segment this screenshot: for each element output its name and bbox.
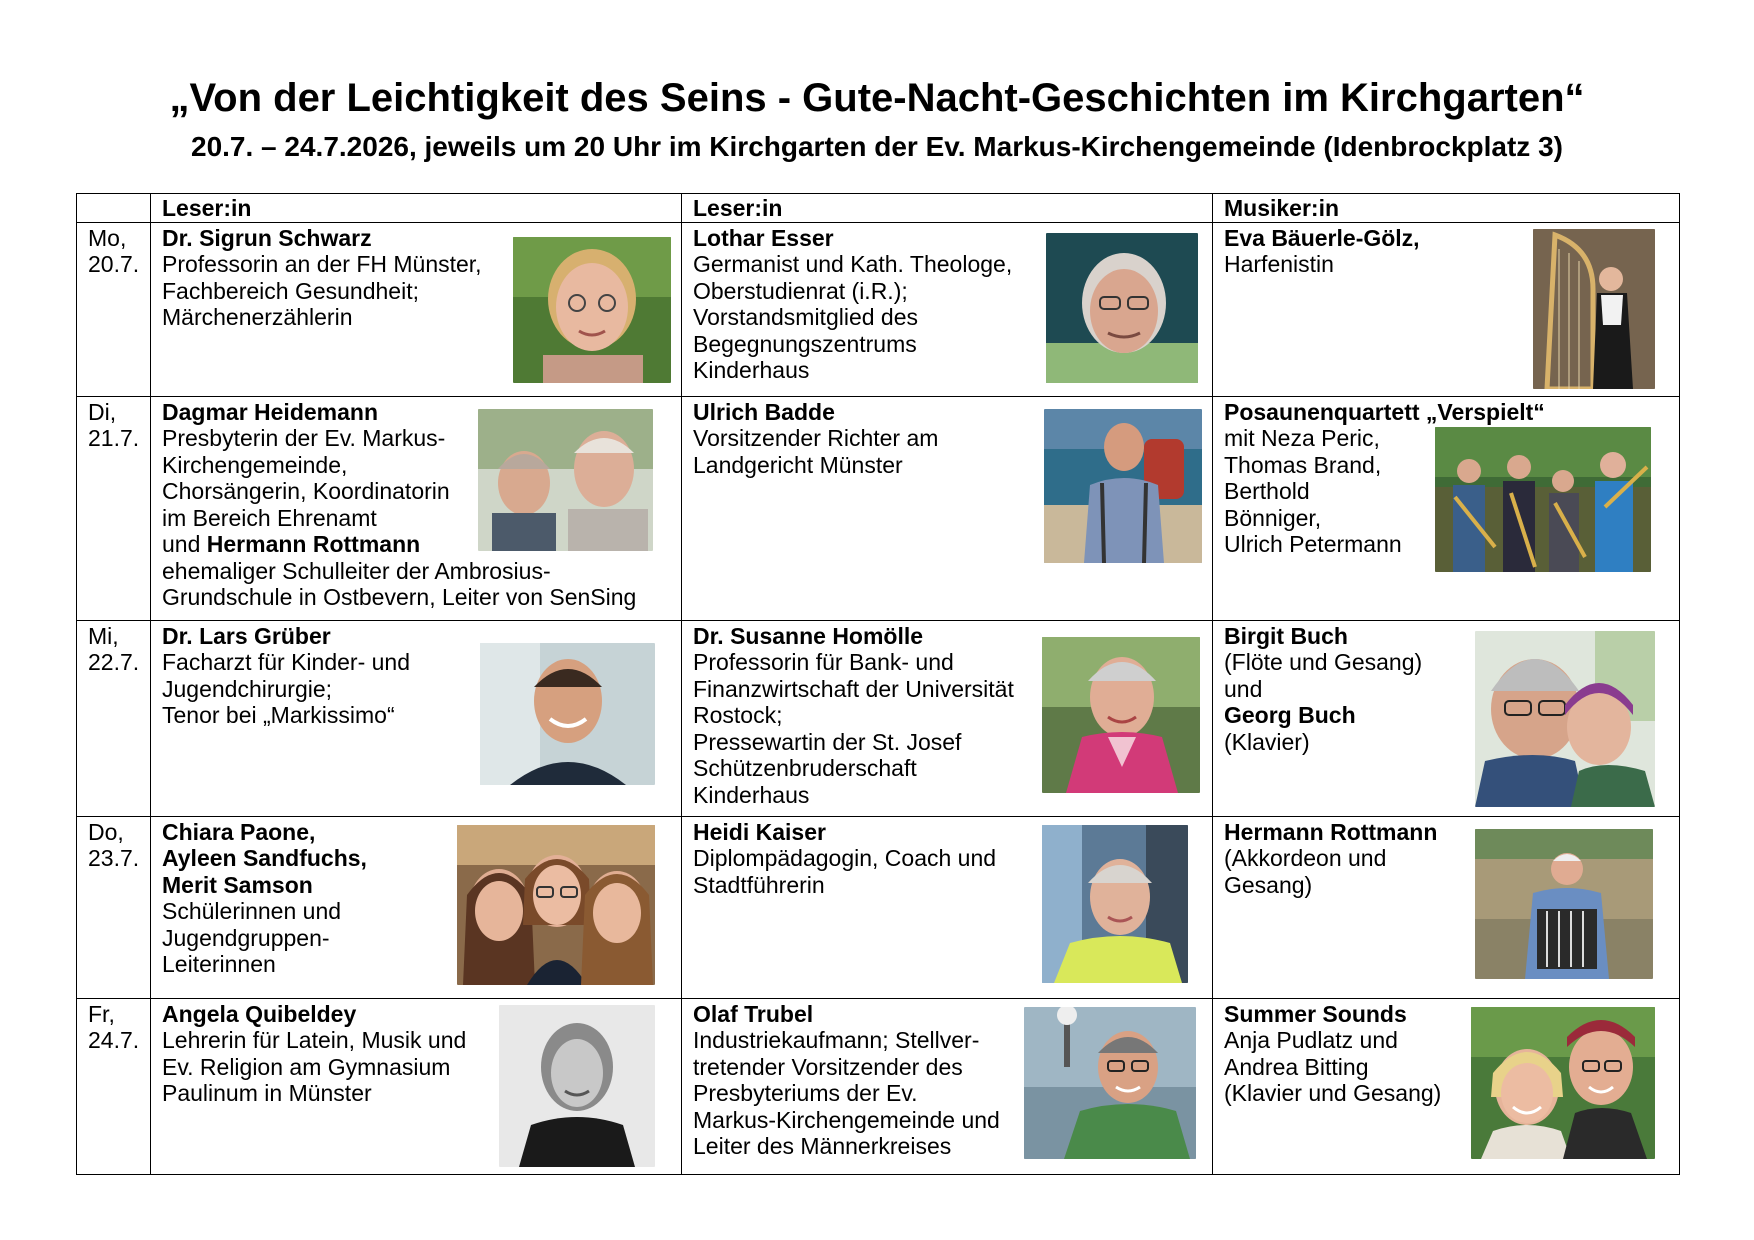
page-subtitle: 20.7. – 24.7.2026, jeweils um 20 Uhr im Kirchgarten der Ev. Markus-Kirchengemeinde (Idenbrockplatz 3)	[191, 131, 1563, 162]
musician-name: Eva Bäuerle-Gölz,	[1224, 224, 1420, 251]
harpist-photo	[1533, 229, 1655, 389]
couple-photo	[1475, 631, 1655, 807]
reader-name: Olaf Trubel	[693, 1000, 814, 1027]
musician-cell: Posaunenquartett „Verspielt“ mit Neza Peric, Thomas Brand, Berthold Bönniger, Ulrich Petermann	[1213, 396, 1680, 620]
reader-name: Ayleen Sandfuchs,	[162, 845, 367, 871]
reader-name: Chiara Paone,	[162, 818, 316, 845]
column-header-reader: Leser:in	[151, 194, 682, 223]
schedule-table	[76, 193, 1680, 1175]
reader-cell: Angela Quibeldey Lehrerin für Latein, Musik und Ev. Religion am Gymnasium Paulinum in Münster	[151, 998, 682, 1174]
reader-cell: Dr. Susanne Homölle Professorin für Bank- und Finanzwirtschaft der Universität Rostock; Pressewartin der St. Josef Schützenbruderschaft Kinderhaus	[682, 620, 1213, 816]
musician-cell: Hermann Rottmann (Akkordeon und Gesang)	[1213, 816, 1680, 998]
portrait-photo	[1024, 1007, 1196, 1159]
page-title: „Von der Leichtigkeit des Seins - Gute-Nacht-Geschichten im Kirchgarten“	[169, 76, 1585, 120]
group-photo	[457, 825, 655, 985]
day-cell: Do, 23.7.	[77, 816, 151, 998]
reader-name: Ulrich Badde	[693, 398, 835, 425]
day-cell: Fr, 24.7.	[77, 998, 151, 1174]
portrait-photo	[513, 237, 671, 383]
musician-cell: Summer Sounds Anja Pudlatz und Andrea Bitting (Klavier und Gesang)	[1213, 998, 1680, 1174]
reader-name: Lothar Esser	[693, 224, 834, 251]
musician-name: Hermann Rottmann	[1224, 818, 1438, 845]
reader-cell: Lothar Esser Germanist und Kath. Theologe, Oberstudienrat (i.R.); Vorstandsmitglied des Begegnungszentrums Kinderhaus	[682, 222, 1213, 396]
portrait-photo	[499, 1005, 655, 1167]
reader-cell: Ulrich Badde Vorsitzender Richter am Landgericht Münster	[682, 396, 1213, 620]
musician-name: Posaunenquartett „Verspielt“	[1224, 398, 1545, 425]
reader-name: Hermann Rottmann	[206, 531, 421, 557]
hiker-photo	[1044, 409, 1202, 563]
reader-name: Dr. Lars Grüber	[162, 622, 331, 649]
table-header-row	[77, 194, 1680, 223]
reader-name: Angela Quibeldey	[162, 1000, 357, 1027]
column-header-musician: Musiker:in	[1213, 194, 1680, 223]
musician-cell: Eva Bäuerle-Gölz, Harfenistin	[1213, 222, 1680, 396]
quartet-photo	[1435, 427, 1651, 572]
couple-photo	[478, 409, 653, 551]
portrait-photo	[1042, 637, 1200, 793]
reader-cell: Heidi Kaiser Diplompädagogin, Coach und Stadtführerin	[682, 816, 1213, 998]
column-header-day	[77, 194, 151, 223]
column-header-reader: Leser:in	[682, 194, 1213, 223]
reader-name: Dr. Susanne Homölle	[693, 622, 924, 649]
reader-name: Heidi Kaiser	[693, 818, 826, 845]
day-cell: Mo, 20.7.	[77, 222, 151, 396]
musician-name: Birgit Buch	[1224, 622, 1348, 649]
table-row	[77, 998, 1680, 1174]
reader-name: Dagmar Heidemann	[162, 398, 379, 425]
musician-cell: Birgit Buch (Flöte und Gesang) und Georg Buch (Klavier)	[1213, 620, 1680, 816]
reader-name: Dr. Sigrun Schwarz	[162, 224, 372, 251]
table-row	[77, 816, 1680, 998]
reader-cell: Olaf Trubel Industriekaufmann; Stellver- tretender Vorsitzender des Presbyteriums der Ev. Markus-Kirchengemeinde und Leiter des Männerkreises	[682, 998, 1213, 1174]
duo-photo	[1471, 1007, 1655, 1159]
musician-name: Georg Buch	[1224, 702, 1356, 728]
reader-cell: Chiara Paone, Ayleen Sandfuchs, Merit Samson Schülerinnen und Jugendgruppen- Leiterinnen	[151, 816, 682, 998]
portrait-photo	[1046, 233, 1198, 383]
accordion-photo	[1475, 829, 1653, 979]
day-cell: Di, 21.7.	[77, 396, 151, 620]
reader-name: Merit Samson	[162, 871, 313, 898]
table-row	[77, 620, 1680, 816]
table-row	[77, 222, 1680, 396]
day-cell: Mi, 22.7.	[77, 620, 151, 816]
table-row	[77, 396, 1680, 620]
portrait-photo	[480, 643, 655, 785]
reader-cell: Dr. Lars Grüber Facharzt für Kinder- und Jugendchirurgie; Tenor bei „Markissimo“	[151, 620, 682, 816]
musician-name: Summer Sounds	[1224, 1000, 1407, 1027]
reader-cell: Dagmar Heidemann Presbyterin der Ev. Markus- Kirchengemeinde, Chorsängerin, Koordinatorin im Bereich Ehrenamt und Hermann Rottmann ehemaliger Schulleiter der Ambrosius- Grundschule in Ostbevern, Leiter von SenSing	[151, 396, 682, 620]
reader-cell: Dr. Sigrun Schwarz Professorin an der FH Münster, Fachbereich Gesundheit; Märchenerzählerin	[151, 222, 682, 396]
portrait-photo	[1042, 825, 1188, 983]
